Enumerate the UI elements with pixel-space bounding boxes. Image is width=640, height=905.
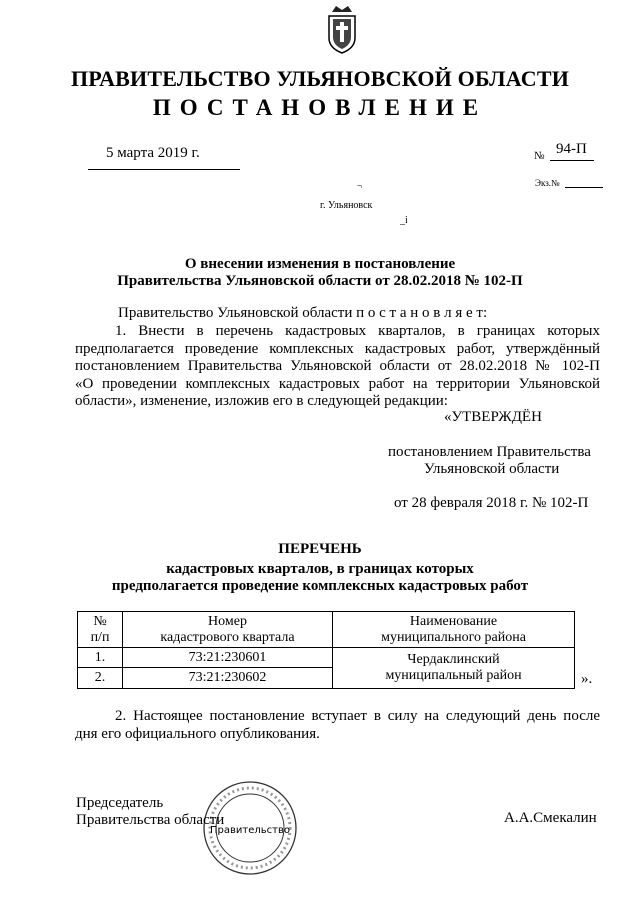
list-closing-quote: ». bbox=[581, 671, 593, 687]
number-label: № bbox=[534, 150, 545, 162]
document-date: 5 марта 2019 г. bbox=[106, 145, 200, 161]
government-title: ПРАВИТЕЛЬСТВО УЛЬЯНОВСКОЙ ОБЛАСТИ bbox=[70, 66, 570, 91]
header-text: муниципального района bbox=[381, 629, 526, 645]
seal-text: Правительство bbox=[210, 825, 290, 836]
scan-mark: ¬ bbox=[357, 181, 363, 191]
subject-line: Правительства Ульяновской области от 28.02.2018 № 102-П bbox=[117, 273, 523, 289]
row-num-cell: 1. bbox=[78, 648, 123, 668]
list-title: ПЕРЕЧЕНЬ bbox=[278, 541, 362, 557]
list-subtitle bbox=[0, 561, 640, 595]
city-name: г. Ульяновск bbox=[320, 200, 373, 211]
approval-line: Ульяновской области bbox=[424, 461, 560, 477]
date-underline bbox=[88, 169, 240, 170]
table-header-row bbox=[78, 612, 575, 648]
list-subtitle-line: кадастровых кварталов, в границах которых bbox=[166, 561, 474, 577]
signer-position: Правительства области bbox=[76, 812, 225, 828]
header-district-cell bbox=[333, 612, 575, 648]
paragraph-line: предполагается проведение комплексных кадастровых работ, утверждённый bbox=[75, 340, 600, 357]
header-text: п/п bbox=[90, 629, 110, 645]
signer-position: Председатель bbox=[76, 795, 164, 811]
copy-number-underline bbox=[565, 187, 603, 188]
number-underline bbox=[550, 160, 594, 161]
table-row bbox=[78, 648, 575, 668]
header-text: № bbox=[93, 613, 107, 629]
header-quarter-cell bbox=[123, 612, 333, 648]
row-quarter-cell: 73:21:230602 bbox=[123, 668, 333, 689]
paragraph-line: 1. Внести в перечень кадастровых кварталов, в границах которых bbox=[115, 323, 600, 339]
district-text: муниципальный район bbox=[385, 668, 522, 683]
approval-line: постановлением Правительства bbox=[388, 444, 591, 460]
paragraph-line: дня его официального опубликования. bbox=[75, 725, 320, 742]
scan-mark: _і bbox=[400, 215, 408, 226]
item-1-paragraph bbox=[75, 323, 600, 411]
row-num-cell: 2. bbox=[78, 668, 123, 689]
approval-line: от 28 февраля 2018 г. № 102-П bbox=[394, 495, 589, 511]
subject-line: О внесении изменения в постановление bbox=[184, 256, 456, 272]
paragraph-line: области», изменение, изложив его в следующей редакции: bbox=[75, 393, 448, 409]
approval-title: «УТВЕРЖДЁН bbox=[444, 409, 542, 425]
document-subject bbox=[0, 256, 640, 290]
item-2-paragraph bbox=[75, 708, 600, 743]
paragraph-line: постановлением Правительства Ульяновской области от 28.02.2018 № 102-П bbox=[75, 358, 600, 374]
header-text: Номер bbox=[208, 613, 247, 629]
cadastral-quarters-table bbox=[77, 611, 575, 689]
header-num-cell bbox=[78, 612, 123, 648]
row-quarter-cell: 73:21:230601 bbox=[123, 648, 333, 668]
header-text: Наименование bbox=[409, 613, 498, 629]
header-text: кадастрового квартала bbox=[160, 629, 295, 645]
district-text: Чердаклинский bbox=[407, 652, 500, 667]
paragraph-line: «О проведении комплексных кадастровых работ на территории Ульяновской bbox=[75, 375, 600, 392]
signer-name: А.А.Смекалин bbox=[504, 810, 597, 826]
list-subtitle-line: предполагается проведение комплексных кадастровых работ bbox=[111, 578, 529, 594]
copy-number-label: Экз.№ bbox=[535, 178, 560, 188]
preamble: Правительство Ульяновской области п о с т а н о в л я е т: bbox=[118, 305, 488, 321]
document-type: ПОСТАНОВЛЕНИЕ bbox=[152, 95, 488, 120]
coat-of-arms-emblem bbox=[326, 4, 358, 54]
paragraph-line: 2. Настоящее постановление вступает в силу на следующий день после bbox=[115, 708, 600, 724]
document-number: 94-П bbox=[556, 141, 587, 157]
row-district-cell bbox=[333, 648, 575, 689]
